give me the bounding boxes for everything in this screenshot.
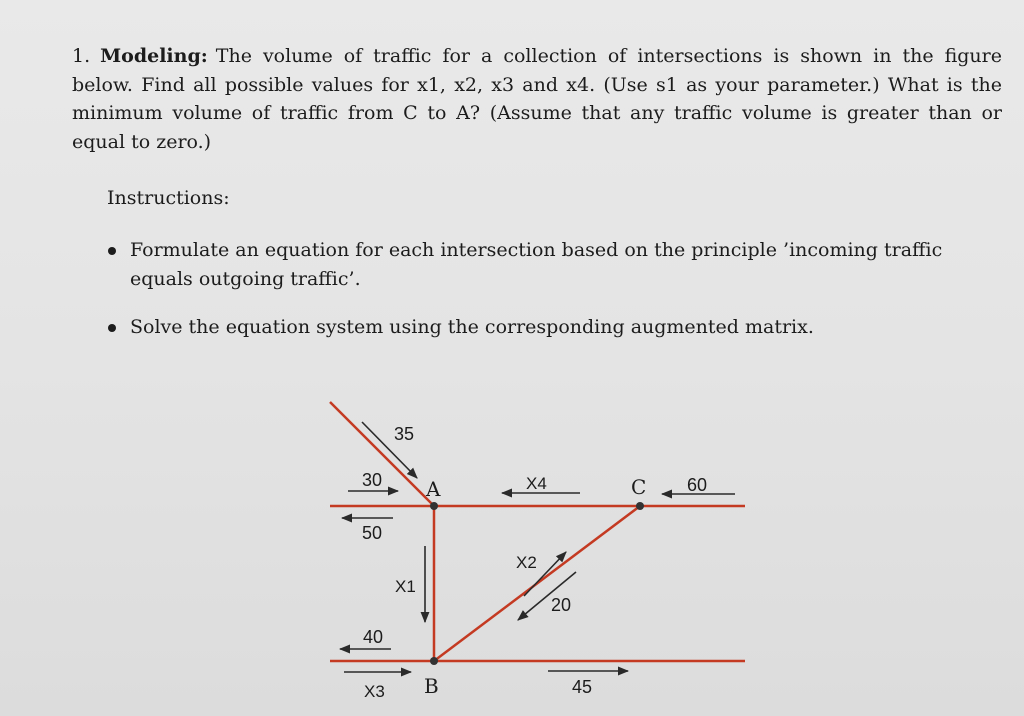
node-c-dot [636, 502, 644, 510]
flow-label-x3: X3 [364, 682, 385, 701]
node-label-c: C [631, 475, 647, 499]
flow-label-x2: X2 [516, 553, 537, 572]
node-label-a: A [426, 477, 441, 501]
flow-label-45: 45 [572, 677, 593, 697]
flow-label-40: 40 [363, 627, 384, 647]
flow-label-35: 35 [394, 424, 415, 444]
node-a-dot [430, 502, 438, 510]
flow-arrows [340, 422, 735, 672]
flow-label-30: 30 [362, 470, 383, 490]
flow-label-x1: X1 [395, 577, 416, 596]
flow-label-20: 20 [551, 595, 572, 615]
instruction-item-2: Solve the equation system using the corresponding augmented matrix. [130, 313, 1000, 342]
roads [330, 402, 745, 661]
node-b-dot [430, 657, 438, 665]
flow-label-60: 60 [687, 475, 708, 495]
flow-label-x4: X4 [526, 474, 547, 493]
instructions-heading: Instructions: [107, 187, 230, 209]
instruction-item-1: Formulate an equation for each intersection based on the principle ’incoming traffic equals outgoing traffic’. [130, 236, 1000, 294]
problem-title: Modeling: [100, 45, 208, 67]
problem-text: The volume of traffic for a collection of intersections is shown in the figure below. Find all possible values for x1, x2, x3 and x4. (Use s1 as your parameter.) What is the minimum volume of traffic from C to A? (Assume that any traffic volume is greater than or equal to zero.) [72, 45, 1002, 153]
flow-label-50: 50 [362, 523, 383, 543]
problem-number: 1. [72, 45, 91, 67]
node-label-b: B [424, 674, 439, 698]
